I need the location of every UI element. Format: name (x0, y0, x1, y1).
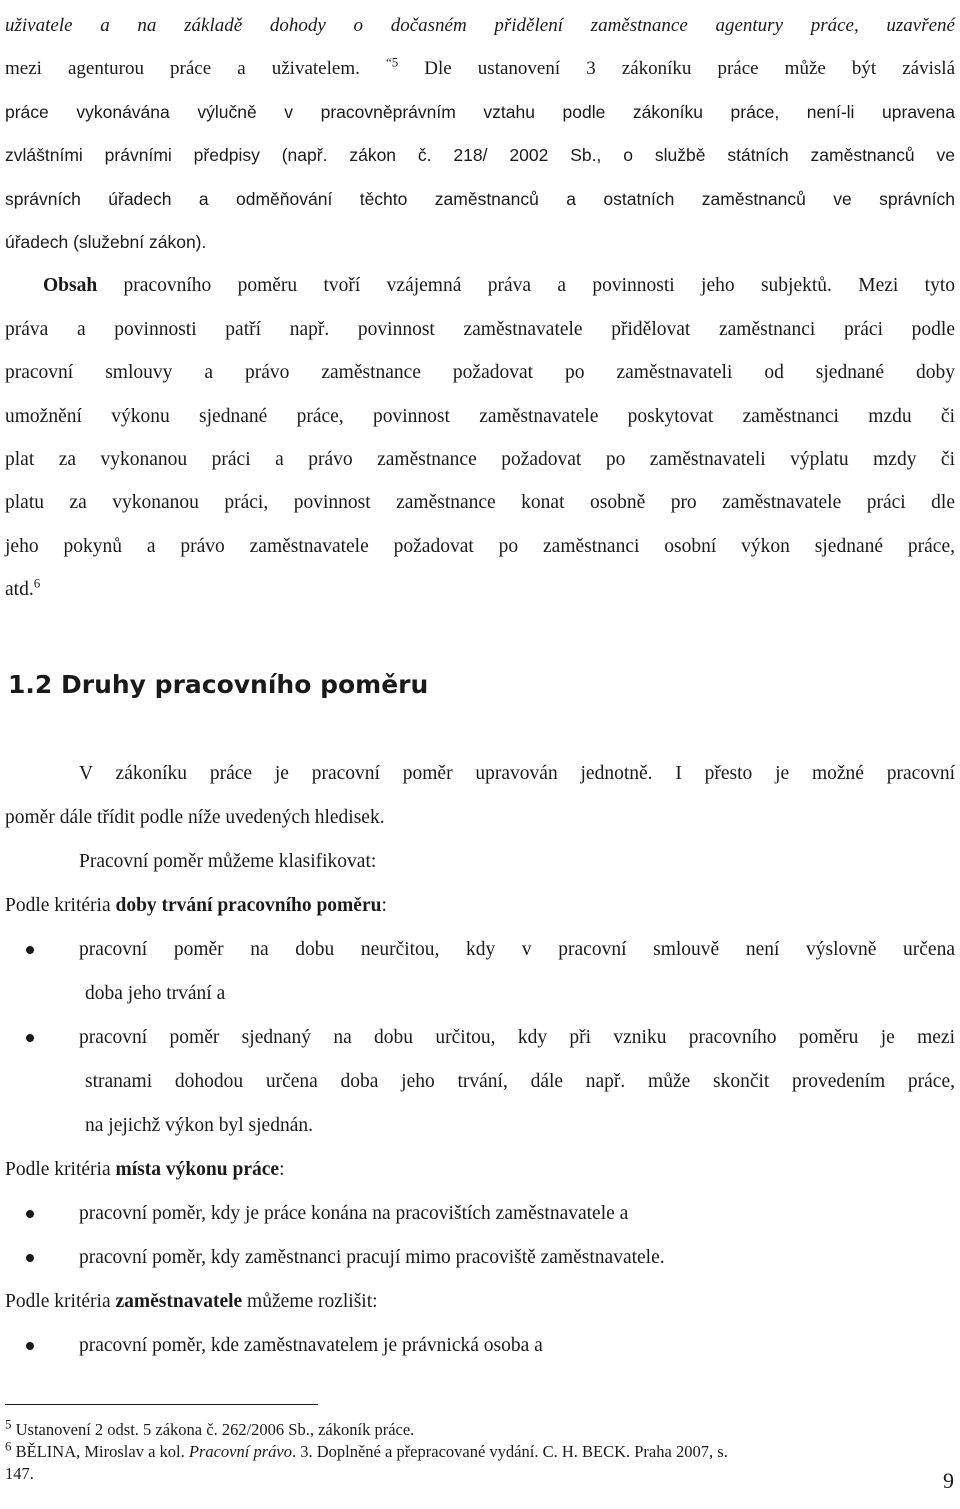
text-line: uživatele a na základě dohody o dočasném přidělení zaměstnance agentury práce, uzavřené (5, 15, 955, 36)
text-line: pracovní smlouvy a právo zaměstnance požadovat po zaměstnavateli od sjednané doby (5, 362, 955, 384)
bullet-icon (26, 1210, 34, 1218)
list-item: pracovní poměr, kdy zaměstnanci pracují mimo pracoviště zaměstnavatele. (5, 1236, 955, 1280)
text-line: platu za vykonanou práci, povinnost zaměstnance konat osobně pro zaměstnavatele práci dle (5, 492, 955, 514)
text-line: správních úřadech a odměňování těchto zaměstnanců a ostatních zaměstnanců ve správních (5, 188, 955, 209)
bullet-icon (26, 1342, 34, 1350)
bullet-icon (26, 946, 34, 954)
obsah-paragraph (5, 264, 955, 611)
text-line: V zákoníku práce je pracovní poměr upravován jednotně. I přesto je možné pracovní (79, 763, 955, 784)
criterion-list (5, 928, 955, 1148)
footnote-ref-6[interactable]: 6 (33, 575, 41, 591)
text-line: práce vykonávána výlučně v pracovněprávním vztahu podle zákoníku práce, není-li upravena (5, 101, 955, 122)
criterion-heading: Podle kritéria zaměstnavatele můžeme rozlišit: (5, 1291, 378, 1312)
text-line: poměr dále třídit podle níže uvedených hledisek. (5, 807, 385, 828)
criterion-list (5, 1324, 955, 1368)
footnote-5: $^5$ Ustanovení 2 odst. 5 zákona č. 262/2006 Sb., zákoník práce. (5, 1416, 415, 1439)
footnote-ref-5[interactable]: 5 (391, 55, 399, 71)
text-line: mezi agenturou práce a uživatelem. $^{“5}$ Dle ustanovení 3 zákoníku práce může být závislá (5, 55, 956, 80)
bullet-icon (26, 1254, 34, 1262)
list-item: pracovní poměr, kdy je práce konána na pracovištích zaměstnavatele a (5, 1192, 955, 1236)
quote-mark: “ (385, 55, 392, 71)
list-item: pracovní poměr sjednaný na dobu určitou, kdy při vzniku pracovního poměru je mezi stranami dohodou určena doba jeho trvání, dále např. může skončit provedením práce, na jejichž výkon byl sjednán. (5, 1016, 955, 1148)
footnotes (5, 1416, 930, 1485)
text-line: atd.$^6$ (5, 575, 41, 601)
footnote-6-continuation: 147. (5, 1464, 34, 1483)
text-line: úřadech (služební zákon). (5, 232, 207, 253)
bold-term: Obsah (43, 275, 98, 297)
criterion-list (5, 1192, 955, 1280)
section-body (5, 752, 955, 1368)
intro-paragraph (5, 0, 955, 264)
page-number: 9 (943, 1468, 954, 1493)
footnote-separator (5, 1404, 318, 1405)
section-heading: 1.2 Druhy pracovního poměru (8, 670, 429, 699)
list-item: pracovní poměr na dobu neurčitou, kdy v pracovní smlouvě není výslovně určena doba jeho trvání a (5, 928, 955, 1016)
text-line: umožnění výkonu sjednané práce, povinnost zaměstnavatele poskytovat zaměstnanci mzdu či (5, 405, 955, 427)
text-line: práva a povinnosti patří např. povinnost zaměstnavatele přidělovat zaměstnanci práci podle (5, 318, 955, 340)
text-line: Pracovní poměr můžeme klasifikovat: (79, 851, 377, 872)
criterion-heading: Podle kritéria doby trvání pracovního poměru: (5, 895, 387, 916)
list-item: pracovní poměr, kde zaměstnavatelem je právnická osoba a (5, 1324, 955, 1368)
text-line: plat za vykonanou práci a právo zaměstnance požadovat po zaměstnavateli výplatu mzdy či (5, 449, 955, 471)
text-line: Obsah pracovního poměru tvoří vzájemná práva a povinnosti jeho subjektů. Mezi tyto (43, 275, 955, 297)
bullet-icon (26, 1034, 34, 1042)
criterion-heading: Podle kritéria místa výkonu práce: (5, 1159, 285, 1180)
text-line: zvláštními právními předpisy (např. zákon č. 218/ 2002 Sb., o službě státních zaměstnanců ve (5, 145, 955, 166)
text-line: jeho pokynů a právo zaměstnavatele požadovat po zaměstnanci osobní výkon sjednané práce, (5, 535, 955, 557)
footnote-6: $^6$ BĚLINA, Miroslav a kol. Pracovní právo. 3. Doplněné a přepracované vydání. C. H. BECK. Praha 2007, s. (5, 1438, 728, 1461)
